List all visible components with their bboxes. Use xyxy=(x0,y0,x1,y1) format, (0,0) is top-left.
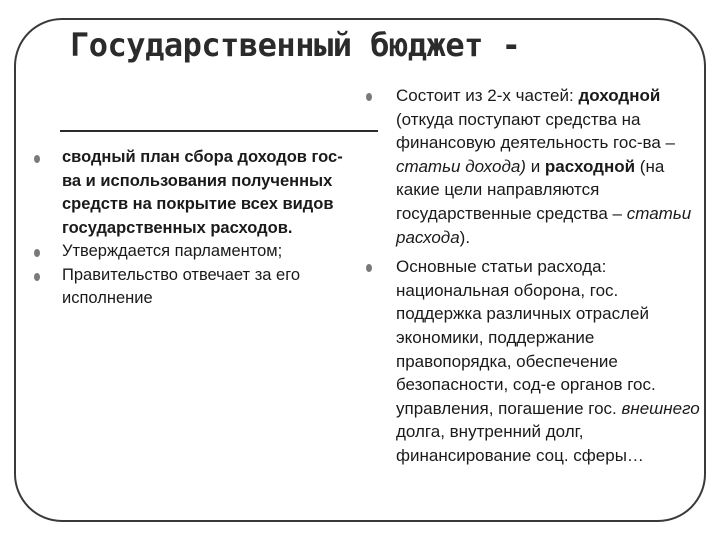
left-column xyxy=(34,146,352,311)
left-bullet-list xyxy=(34,146,352,311)
slide-title: Государственный бюджет - xyxy=(70,26,521,64)
expense-items-text xyxy=(396,257,700,465)
text-run: Состоит из 2-х частей: xyxy=(396,86,579,105)
revenue-part-term: доходной xyxy=(578,86,661,105)
right-column xyxy=(366,84,704,468)
revenue-items-term: статьи дохода) xyxy=(396,156,526,176)
bullet-icon xyxy=(366,264,372,272)
text-run: ). xyxy=(459,227,471,247)
approval-note: Утверждается парламентом; xyxy=(62,242,283,260)
text-run: (на какие цели направляются государственные средства – xyxy=(396,156,665,223)
list-item xyxy=(366,84,704,249)
budget-definition: сводный план сбора доходов гос-ва и использования полученных средств на покрытие всех видов государственных расходов. xyxy=(62,148,343,237)
list-item xyxy=(366,255,704,467)
list-item xyxy=(34,264,352,311)
text-run: и xyxy=(525,156,545,176)
text-run: долга, внутренний долг, финансирование соц. сферы… xyxy=(396,422,644,465)
bullet-icon xyxy=(34,273,40,281)
list-item xyxy=(34,240,352,264)
expense-items-term: статьи расхода xyxy=(396,203,692,247)
right-bullet-list xyxy=(366,84,704,468)
external-debt-term: внешнего xyxy=(621,398,700,418)
budget-parts-text xyxy=(396,86,691,247)
bullet-icon xyxy=(34,155,40,163)
list-item xyxy=(34,146,352,240)
expense-part-term: расходной xyxy=(544,156,636,176)
text-run: Основные статьи расхода: национальная оборона, гос. поддержка различных отраслей экономики, поддержание правопорядка, обеспечение безопасности, сод-е органов гос. управления, погашение гос. xyxy=(396,257,656,418)
text-run: (откуда поступают средства на финансовую деятельность гос-ва – xyxy=(396,109,675,153)
bullet-icon xyxy=(366,93,372,101)
title-divider xyxy=(60,130,378,132)
bullet-icon xyxy=(34,249,40,257)
execution-note: Правительство отвечает за его исполнение xyxy=(62,265,301,307)
